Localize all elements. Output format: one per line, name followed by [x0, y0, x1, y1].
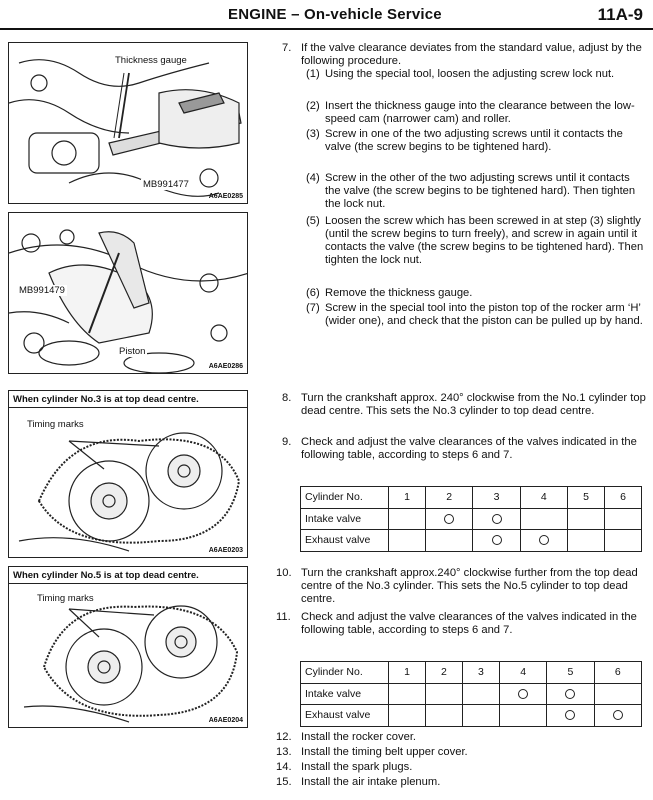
table-row — [301, 530, 642, 552]
row-label: Exhaust valve — [301, 530, 389, 552]
illustration-timing-marks-3 — [9, 391, 248, 558]
illustration-thickness-gauge — [9, 43, 248, 204]
table-cell — [425, 508, 472, 530]
step-text: Install the spark plugs. — [301, 761, 413, 773]
table-cell — [594, 683, 641, 705]
table-header-row — [301, 487, 642, 509]
table-cell — [547, 683, 594, 705]
table-cell — [473, 508, 520, 530]
table-cell — [568, 530, 605, 552]
illustration-timing-marks-5 — [9, 567, 248, 728]
step-number: 14. — [276, 761, 292, 773]
circle-mark-icon — [518, 689, 528, 699]
figure-code: A6AE0286 — [208, 363, 243, 370]
table-cell: 4 — [520, 487, 567, 509]
step-number: 13. — [276, 746, 292, 758]
valve-table-cylinder-3 — [300, 486, 642, 552]
table-cell — [605, 530, 642, 552]
table-cell: 2 — [425, 487, 472, 509]
header-rule — [0, 28, 653, 30]
label-mb991477: MB991477 — [143, 179, 189, 190]
table-cell — [389, 508, 426, 530]
label-timing-marks: Timing marks — [27, 419, 84, 430]
step-text: Install the timing belt upper cover. — [301, 746, 468, 758]
row-label: Intake valve — [301, 683, 389, 705]
figure-cylinder-5-tdc — [8, 566, 248, 728]
table-cell — [605, 508, 642, 530]
table-row — [301, 683, 642, 705]
table-cell — [389, 530, 426, 552]
step-number: 7. — [282, 42, 292, 54]
step-text: Turn the crankshaft approx. 240° clockwise from the No.1 cylinder top dead centre. This sets the No.3 cylinder to top dead centre. — [301, 392, 646, 417]
table-cell: 1 — [389, 662, 426, 684]
circle-mark-icon — [444, 514, 454, 524]
circle-mark-icon — [539, 535, 549, 545]
table-cell: 6 — [594, 662, 641, 684]
table-cell — [389, 683, 426, 705]
table-cell: 3 — [473, 487, 520, 509]
page-header — [0, 0, 653, 28]
row-label: Intake valve — [301, 508, 389, 530]
step-text: Install the air intake plenum. — [301, 776, 441, 788]
circle-mark-icon — [492, 535, 502, 545]
step-10-11-block — [276, 567, 644, 657]
figure-caption: When cylinder No.5 is at top dead centre. — [9, 567, 247, 584]
table-cell: 6 — [605, 487, 642, 509]
table-row — [301, 508, 642, 530]
table-cell — [462, 705, 499, 727]
circle-mark-icon — [565, 710, 575, 720]
table-cell: 3 — [462, 662, 499, 684]
section-title: ENGINE – On-vehicle Service — [228, 6, 442, 23]
step-number: 11. — [276, 611, 291, 623]
table-cell — [425, 705, 462, 727]
final-steps — [276, 731, 644, 793]
step-text: Check and adjust the valve clearances of the valves indicated in the following table, according to steps 6 and 7. — [301, 611, 637, 636]
table-header-row — [301, 662, 642, 684]
label-mb991479: MB991479 — [19, 285, 65, 296]
table-cell — [389, 705, 426, 727]
step-number: 9. — [282, 436, 292, 448]
step-number: 10. — [276, 567, 292, 579]
figure-caption: When cylinder No.3 is at top dead centre. — [9, 391, 247, 408]
table-cell — [499, 705, 546, 727]
row-label: Exhaust valve — [301, 705, 389, 727]
figure-piston-check — [8, 212, 248, 374]
figure-code: A6AE0204 — [208, 717, 243, 724]
figure-cylinder-3-tdc — [8, 390, 248, 558]
label-thickness-gauge: Thickness gauge — [115, 55, 187, 66]
label-timing-marks: Timing marks — [37, 593, 94, 604]
table-cell — [568, 508, 605, 530]
table-cell — [425, 683, 462, 705]
step-7-block: 7. If the valve clearance deviates from the standard value, adjust by the following procedure. (1) Using the special tool, loosen the adjusting screw lock nut. (2) Insert the thickness gauge into the clearance between the low-speed cam (narrower cam) and roller. (3) Screw in one of the two adjusting screws until it contacts the valve (the screw begins to be tightened hard). (4) Screw in the other of the two adjusting screws until it contacts the valve (the screw begins to be tightened hard). Then tighten the lock nut. (5) Loosen the screw which has been screwed in at step (3) slightly (until the screw begins to turn freely), and screw in again until it contacts the valve (the screw begins to be tightened hard). Then tighten the lock nut. (6) Remove the thickness gauge. (7) Screw in the special tool into the piston top of the rocker arm ‘H’ (wider one), and check that the piston can be pulled up by hand. — [282, 42, 644, 342]
figure-code: A6AE0203 — [208, 547, 243, 554]
table-cell — [462, 683, 499, 705]
step-number: 8. — [282, 392, 292, 404]
table-cell: 5 — [568, 487, 605, 509]
figure-thickness-gauge — [8, 42, 248, 204]
table-cell: Cylinder No. — [301, 662, 389, 684]
page-number: 11A-9 — [597, 5, 643, 24]
table-cell: 2 — [425, 662, 462, 684]
table-cell — [499, 683, 546, 705]
step-number: 15. — [276, 776, 292, 788]
table-cell — [520, 530, 567, 552]
table-cell: 4 — [499, 662, 546, 684]
table-row — [301, 705, 642, 727]
circle-mark-icon — [565, 689, 575, 699]
table-cell — [425, 530, 472, 552]
step-text: Check and adjust the valve clearances of the valves indicated in the following table, according to steps 6 and 7. — [301, 436, 637, 461]
step-number: 12. — [276, 731, 292, 743]
circle-mark-icon — [613, 710, 623, 720]
step-8-9-block — [282, 392, 644, 472]
label-piston: Piston — [119, 346, 146, 357]
step-text: Install the rocker cover. — [301, 731, 417, 743]
step-text: If the valve clearance deviates from the standard value, adjust by the following procedure. — [301, 42, 642, 67]
valve-table-cylinder-5 — [300, 661, 642, 727]
table-cell: Cylinder No. — [301, 487, 389, 509]
table-cell — [473, 530, 520, 552]
figure-code: A6AE0285 — [208, 193, 243, 200]
table-cell — [520, 508, 567, 530]
step-text: Turn the crankshaft approx.240° clockwise further from the top dead centre of the No.3 cylinder. This sets the No.5 cylinder to top dead centre. — [301, 567, 638, 605]
table-cell: 5 — [547, 662, 594, 684]
table-cell — [594, 705, 641, 727]
circle-mark-icon — [492, 514, 502, 524]
table-cell — [547, 705, 594, 727]
table-cell: 1 — [389, 487, 426, 509]
